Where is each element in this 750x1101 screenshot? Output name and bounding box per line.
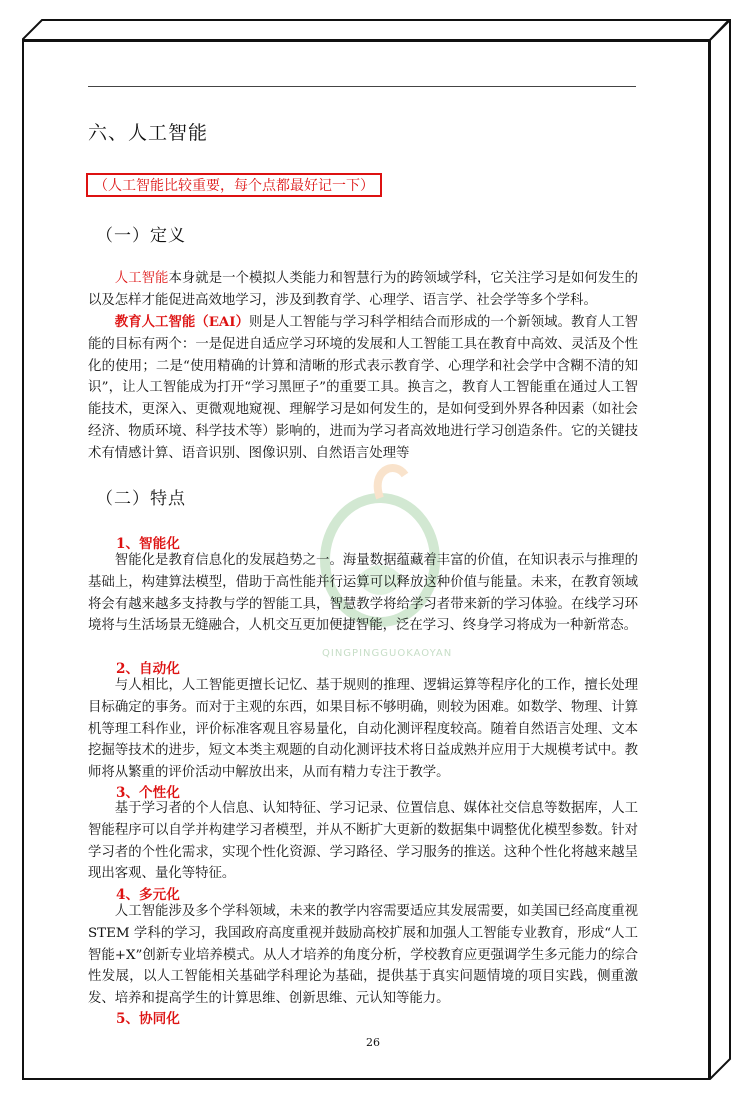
book-right-edge (709, 19, 731, 1080)
definition-text-2: 则是人工智能与学习科学相结合而形成的一个新领域。教育人工智能的目标有两个：一是促进自适应学习环境的发展和人工智能工具在教育中高效、灵活及个性化的使用；二是“使用精确的计算和清晰的形式表示教育学、心理学和社会学中含糊不清的知识”，让人工智能成为打开“学习黑匣子”的重要工具。换言之，教育人工智能重在通过人工智能技术，更深入、更微观地窥视、理解学习是如何发生的，是如何受到外界各种因素（如社会经济、物质环境、科学技术等）影响的，进而为学习者高效地进行学习创造条件。它的关键技术有情感计算、语音识别、图像识别、自然语言处理等 (88, 315, 638, 461)
watermark-text: QINGPINGGUOKAOYAN (322, 648, 453, 659)
term-ai: 人工智能 (114, 271, 169, 286)
definition-text-1: 本身就是一个模拟人类能力和智慧行为的跨领域学科，它关注学习是如何发生的以及怎样才能促进高效地学习，涉及到教育学、心理学、语言学、社会学等多个学科。 (88, 271, 639, 308)
feature-3-title: 3、个性化 (116, 785, 180, 801)
section-title-features: （二）特点 (96, 489, 186, 509)
header-rule (88, 86, 636, 87)
section-title-definition: （一）定义 (96, 226, 186, 246)
book-top-edge (22, 19, 730, 40)
page-number: 26 (366, 1036, 380, 1049)
chapter-title: 六、人工智能 (88, 122, 209, 144)
feature-2-text: 与人相比，人工智能更擅长记忆、基于规则的推理、逻辑运算等程序化的工作，擅长处理目标确定的事务。而对于主观的东西，如果目标不够明确，则较为困难。如数学、物理、计算机等理工科作业，评价标准客观且容易量化，自动化测评程度较高。随着自然语言处理、文本挖掘等技术的进步，短文本类主观题的自动化测评技术将日益成熟并应用于大规模考试中。教师将从繁重的评价活动中解放出来，从而有精力专注于教学。 (88, 678, 638, 781)
feature-5-title: 5、协同化 (116, 1011, 180, 1027)
feature-4-text: 人工智能涉及多个学科领域，未来的教学内容需要适应其发展需要，如美国已经高度重视 STEM 学科的学习，我国政府高度重视并鼓励高校扩展和加强人工智能专业教育，形成“人工智能+X”创新专业培养模式。从人才培养的角度分析，学校教育应更强调学生多元能力的综合性发展，以人工智能相关基础学科理论为基础，提供基于真实问题情境的项目实践，侧重激发、培养和提高学生的计算思维、创新思维、元认知等能力。 (88, 904, 638, 1007)
feature-3-text: 基于学习者的个人信息、认知特征、学习记录、位置信息、媒体社交信息等数据库，人工智能程序可以自学并构建学习者模型，并从不断扩大更新的数据集中调整优化模型参数。针对学习者的个性化需求，实现个性化资源、学习路径、学习服务的推送。这种个性化将越来越呈现出客观、量化等特征。 (88, 801, 638, 882)
definition-paragraph-2 (88, 312, 638, 465)
feature-4-title: 4、多元化 (116, 887, 180, 903)
feature-1-text: 智能化是教育信息化的发展趋势之一。海量数据蕴藏着丰富的价值，在知识表示与推理的基础上，构建算法模型，借助于高性能并行运算可以释放这种价值与能量。未来，在教育领域将会有越来越多支持教与学的智能工具，智慧教学将给学习者带来新的学习体验。在线学习环境将与生活场景无缝融合，人机交互更加便捷智能，泛在学习、终身学习将成为一种新常态。 (88, 553, 638, 634)
definition-paragraph-1 (88, 268, 638, 312)
highlight-note: （人工智能比较重要，每个点都最好记一下） (86, 173, 382, 197)
term-eai: 教育人工智能（EAI） (114, 314, 249, 330)
feature-1-title: 1、智能化 (116, 536, 180, 552)
feature-2-title: 2、自动化 (116, 661, 180, 677)
